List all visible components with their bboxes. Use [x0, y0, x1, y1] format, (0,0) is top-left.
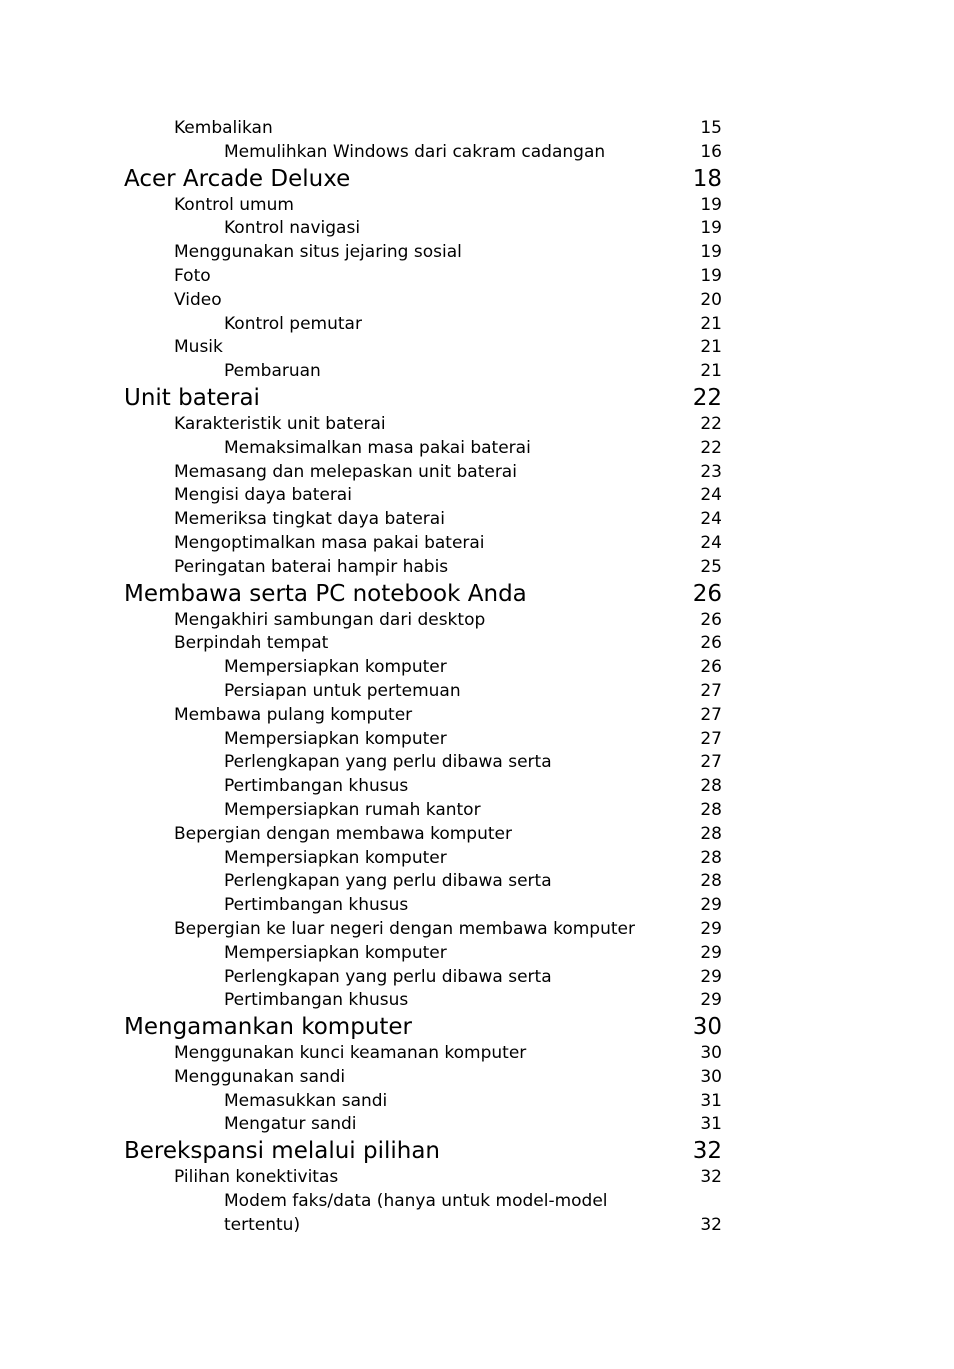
- toc-page-number: 26: [700, 657, 722, 678]
- toc-page-number: 31: [700, 1114, 722, 1135]
- toc-entry-title: Mengakhiri sambungan dari desktop: [174, 609, 486, 630]
- toc-entry-title: Kontrol navigasi: [224, 218, 361, 239]
- toc-page-number: 29: [700, 990, 722, 1011]
- toc-section-entry[interactable]: [0, 799, 954, 823]
- toc-entry-title: Mempersiapkan komputer: [224, 942, 447, 963]
- toc-section-entry[interactable]: [0, 775, 954, 799]
- toc-section-entry[interactable]: [0, 437, 954, 461]
- toc-page-number: 27: [700, 680, 722, 701]
- toc-entry-title: Perlengkapan yang perlu dibawa serta: [224, 966, 552, 987]
- toc-section-entry[interactable]: [0, 461, 954, 485]
- toc-page-number: 19: [700, 194, 722, 215]
- toc-entry-title: Mempersiapkan komputer: [224, 657, 447, 678]
- toc-entry-title: Musik: [174, 337, 223, 358]
- toc-page-number: 30: [700, 1043, 722, 1064]
- toc-entry-title: Karakteristik unit baterai: [174, 413, 386, 434]
- toc-section-entry[interactable]: [0, 751, 954, 775]
- toc-section-entry[interactable]: [0, 413, 954, 437]
- toc-page-number: 32: [692, 1138, 722, 1165]
- toc-section-entry[interactable]: [0, 194, 954, 218]
- toc-entry-title: Pembaruan: [224, 361, 321, 382]
- toc-page-number: 26: [692, 580, 722, 607]
- toc-page-number: 19: [700, 265, 722, 286]
- toc-page-number: 28: [700, 823, 722, 844]
- toc-section-entry[interactable]: [0, 508, 954, 532]
- toc-section-entry[interactable]: [0, 265, 954, 289]
- toc-section-entry[interactable]: [0, 894, 954, 918]
- toc-page-number: 29: [700, 966, 722, 987]
- toc-page-number: 20: [700, 289, 722, 310]
- toc-chapter-entry[interactable]: [0, 1013, 954, 1042]
- toc-page-number: 15: [700, 118, 722, 138]
- toc-section-entry[interactable]: [0, 217, 954, 241]
- toc-section-entry[interactable]: [0, 556, 954, 580]
- toc-chapter-entry[interactable]: [0, 1137, 954, 1166]
- toc-section-entry[interactable]: [0, 241, 954, 265]
- toc-entry-title: Mengamankan komputer: [124, 1014, 413, 1041]
- toc-entry-title: Acer Arcade Deluxe: [124, 165, 351, 192]
- toc-entry-title: Mengatur sandi: [224, 1114, 357, 1135]
- toc-page-number: 24: [700, 485, 722, 506]
- toc-entry-title: Menggunakan situs jejaring sosial: [174, 242, 462, 263]
- toc-entry-title: Membawa serta PC notebook Anda: [124, 580, 527, 607]
- toc-section-entry[interactable]: [0, 336, 954, 360]
- toc-entry-title: Pertimbangan khusus: [224, 895, 409, 916]
- toc-page-number: 22: [692, 384, 722, 411]
- toc-section-entry[interactable]: [0, 609, 954, 633]
- toc-entry-title: Menggunakan kunci keamanan komputer: [174, 1043, 527, 1064]
- toc-page-number: 24: [700, 532, 722, 553]
- toc-section-entry[interactable]: [0, 141, 954, 165]
- toc-entry-title: Membawa pulang komputer: [174, 704, 413, 725]
- toc-page-number: 22: [700, 437, 722, 458]
- toc-entry-title: Mempersiapkan komputer: [224, 847, 447, 868]
- toc-page-number: 25: [700, 556, 722, 577]
- toc-page-number: 21: [700, 361, 722, 382]
- toc-entry-title: Bepergian dengan membawa komputer: [174, 823, 512, 844]
- toc-entry-title: Memasukkan sandi: [224, 1090, 388, 1111]
- toc-page-number: 30: [692, 1014, 722, 1041]
- toc-page-number: 32: [700, 1214, 722, 1235]
- toc-section-entry[interactable]: [0, 1042, 954, 1066]
- toc-section-entry[interactable]: [0, 484, 954, 508]
- toc-page-number: 16: [700, 141, 722, 162]
- toc-section-entry[interactable]: [0, 1090, 954, 1114]
- toc-entry-title: Pertimbangan khusus: [224, 990, 409, 1011]
- toc-entry-title: Memaksimalkan masa pakai baterai: [224, 437, 531, 458]
- toc-section-entry[interactable]: [0, 1166, 954, 1190]
- toc-section-entry[interactable]: [0, 360, 954, 384]
- toc-page-number: 18: [692, 165, 722, 192]
- toc-entry-title: Mempersiapkan rumah kantor: [224, 799, 481, 820]
- toc-section-entry[interactable]: [0, 989, 954, 1013]
- toc-entry-title: Foto: [174, 265, 211, 286]
- toc-page-number: 26: [700, 633, 722, 654]
- toc-section-entry[interactable]: [0, 1066, 954, 1090]
- toc-entry-title: Perlengkapan yang perlu dibawa serta: [224, 752, 552, 773]
- toc-entry-title: Berpindah tempat: [174, 633, 329, 654]
- toc-page-number: 21: [700, 337, 722, 358]
- toc-entry-title: Memeriksa tingkat daya baterai: [174, 509, 445, 530]
- toc-entry-title: Mengisi daya baterai: [174, 485, 352, 506]
- toc-page-number: 19: [700, 242, 722, 263]
- toc-page-number: 29: [700, 895, 722, 916]
- toc-section-entry[interactable]: [0, 1190, 954, 1238]
- toc-page-number: 21: [700, 313, 722, 334]
- toc-entry-title: Peringatan baterai hampir habis: [174, 556, 449, 577]
- toc-section-entry[interactable]: [0, 823, 954, 847]
- toc-entry-title: Bepergian ke luar negeri dengan membawa komputer: [174, 918, 635, 939]
- toc-section-entry[interactable]: [0, 532, 954, 556]
- toc-section-entry[interactable]: [0, 847, 954, 871]
- toc-entry-title: Pertimbangan khusus: [224, 776, 409, 797]
- toc-entry-title: Kontrol umum: [174, 194, 294, 215]
- toc-page-number: 27: [700, 704, 722, 725]
- toc-entry-title: Mengoptimalkan masa pakai baterai: [174, 532, 485, 553]
- toc-page-number: 19: [700, 218, 722, 239]
- toc-entry-title: Memasang dan melepaskan unit baterai: [174, 461, 517, 482]
- toc-page-number: 22: [700, 413, 722, 434]
- toc-page-number: 31: [700, 1090, 722, 1111]
- toc-entry-title: Pilihan konektivitas: [174, 1167, 339, 1188]
- toc-section-entry[interactable]: [0, 632, 954, 656]
- toc-section-entry[interactable]: [0, 942, 954, 966]
- toc-section-entry[interactable]: [0, 918, 954, 942]
- toc-section-entry[interactable]: [0, 704, 954, 728]
- toc-section-entry[interactable]: [0, 870, 954, 894]
- toc-entry-title: Mempersiapkan komputer: [224, 728, 447, 749]
- toc-page-number: 23: [700, 461, 722, 482]
- toc-section-entry[interactable]: [0, 313, 954, 337]
- toc-section-entry[interactable]: [0, 289, 954, 313]
- toc-section-entry[interactable]: [0, 1113, 954, 1137]
- toc-section-entry[interactable]: [0, 728, 954, 752]
- toc-entry-title: Kembalikan: [174, 118, 273, 138]
- table-of-contents: [0, 117, 954, 1238]
- toc-page-number: 26: [700, 609, 722, 630]
- toc-page-number: 32: [700, 1167, 722, 1188]
- toc-entry-title: Perlengkapan yang perlu dibawa serta: [224, 871, 552, 892]
- toc-section-entry[interactable]: [0, 117, 954, 141]
- toc-page-number: 28: [700, 871, 722, 892]
- toc-chapter-entry[interactable]: [0, 580, 954, 609]
- toc-chapter-entry[interactable]: [0, 384, 954, 413]
- toc-entry-title: Video: [174, 289, 222, 310]
- toc-page-number: 24: [700, 509, 722, 530]
- toc-section-entry[interactable]: [0, 680, 954, 704]
- toc-chapter-entry[interactable]: [0, 165, 954, 194]
- toc-page-number: 28: [700, 799, 722, 820]
- toc-entry-title: Berekspansi melalui pilihan: [124, 1138, 441, 1165]
- toc-page-number: 29: [700, 918, 722, 939]
- toc-entry-title: Modem faks/data (hanya untuk model-model tertentu): [224, 1191, 608, 1235]
- toc-page-number: 27: [700, 728, 722, 749]
- toc-entry-title: Menggunakan sandi: [174, 1066, 346, 1087]
- toc-entry-title: Unit baterai: [124, 384, 260, 411]
- toc-entry-title: Memulihkan Windows dari cakram cadangan: [224, 141, 606, 162]
- toc-page-number: 29: [700, 942, 722, 963]
- toc-page-number: 27: [700, 752, 722, 773]
- toc-section-entry[interactable]: [0, 656, 954, 680]
- toc-entry-title: Persiapan untuk pertemuan: [224, 680, 461, 701]
- toc-page-number: 28: [700, 776, 722, 797]
- toc-section-entry[interactable]: [0, 966, 954, 990]
- toc-page-number: 30: [700, 1066, 722, 1087]
- toc-page-number: 28: [700, 847, 722, 868]
- toc-entry-title: Kontrol pemutar: [224, 313, 362, 334]
